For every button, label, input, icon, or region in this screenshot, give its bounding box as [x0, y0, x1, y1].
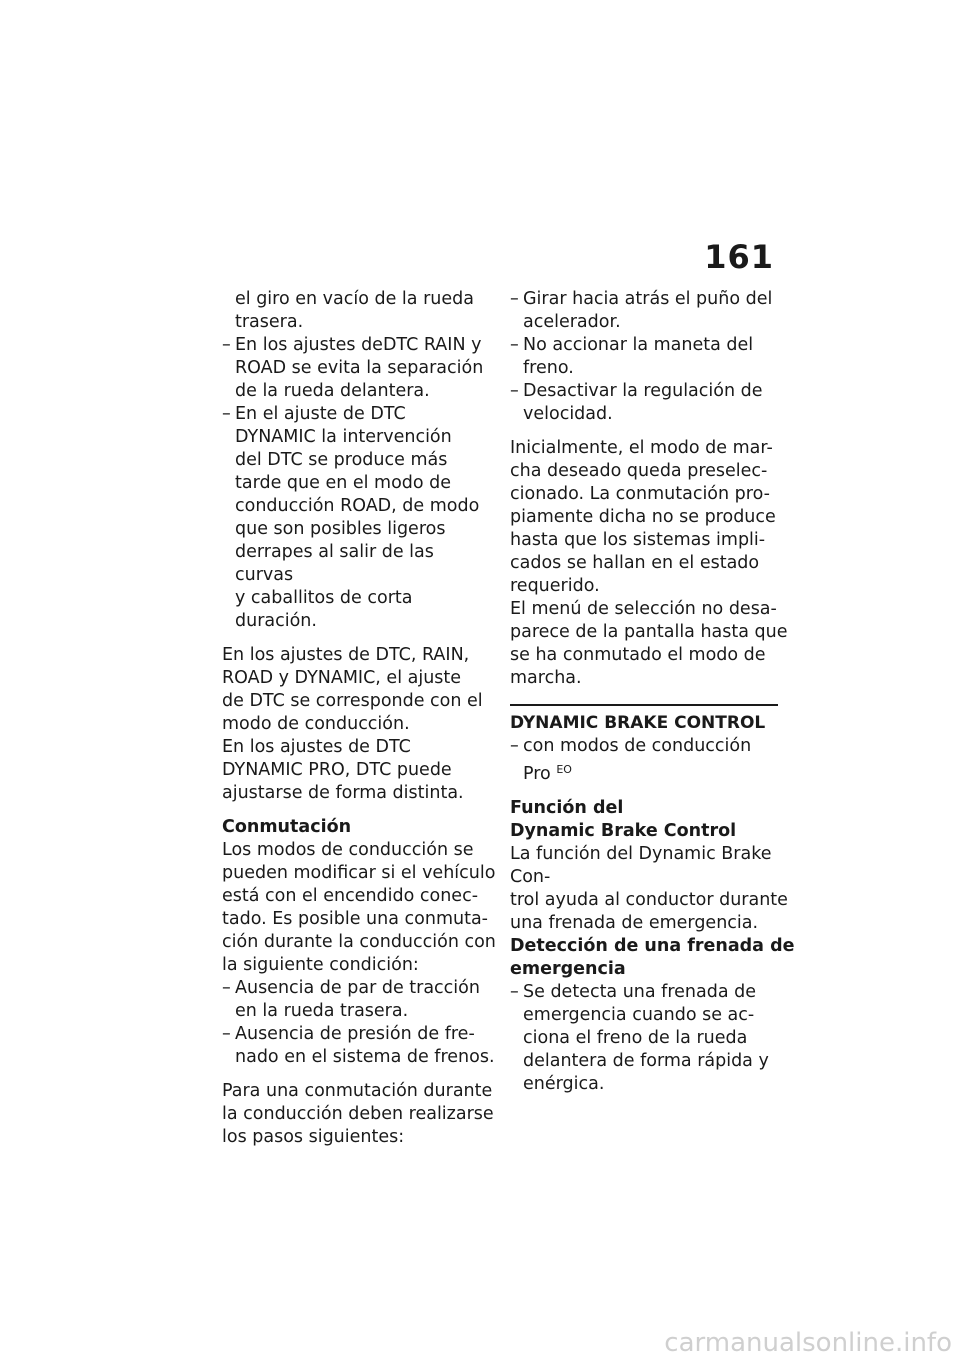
text-line: y caballitos de corta duración. [235, 588, 413, 631]
paragraph [222, 644, 497, 805]
list-item [510, 334, 810, 380]
text-line: está con el encendido conec- [222, 886, 479, 906]
text-line [523, 758, 810, 786]
text-line: del DTC se produce más [235, 450, 448, 470]
text-line: Desactivar la regulación de [523, 381, 763, 401]
text-line: pueden modificar si el vehículo [222, 863, 496, 883]
text-line: Girar hacia atrás el puño del [523, 289, 773, 309]
text-line: nado en el sistema de frenos. [235, 1047, 495, 1067]
text-line: ROAD y DYNAMIC, el ajuste [222, 668, 462, 688]
text-line: La función del Dynamic Brake Con- [510, 844, 772, 887]
dash-icon: – [222, 404, 231, 424]
left-column [222, 288, 497, 1149]
text-line: No accionar la maneta del [523, 335, 754, 355]
subheading: emergencia [510, 959, 626, 979]
text-line: en la rueda trasera. [235, 1001, 409, 1021]
text-line: En el ajuste de DTC [235, 404, 406, 424]
dash-icon: – [222, 1024, 231, 1044]
dash-icon: – [222, 978, 231, 998]
watermark-footer: carmanualsonline.info [664, 1328, 952, 1358]
text-line: que son posibles ligeros [235, 519, 446, 539]
text-line: acelerador. [523, 312, 621, 332]
text-line: trasera. [235, 312, 304, 332]
text-line: Para una conmutación durante [222, 1081, 493, 1101]
section-funcion [510, 797, 810, 981]
right-column [510, 288, 810, 1096]
text-line: de DTC se corresponde con el [222, 691, 483, 711]
dash-icon: – [510, 381, 519, 401]
text-line: tado. Es posible una conmuta- [222, 909, 488, 929]
list-item [222, 334, 497, 403]
text-line: ción durante la conducción con [222, 932, 496, 952]
text-line: la conducción deben realizarse [222, 1104, 494, 1124]
text-line: cionado. La conmutación pro- [510, 484, 770, 504]
text-line: ROAD se evita la separación [235, 358, 484, 378]
text-line: tarde que en el modo de [235, 473, 452, 493]
list-item [510, 288, 810, 334]
section-conmutacion [222, 816, 497, 977]
text-line: la siguiente condición: [222, 955, 419, 975]
text-line: trol ayuda al conductor durante [510, 890, 788, 910]
text-line: derrapes al salir de las curvas [235, 542, 434, 585]
subheading: Conmutación [222, 817, 352, 837]
text-line: delantera de forma rápida y [523, 1051, 769, 1071]
text-line: con modos de conducción [523, 736, 752, 756]
dash-icon: – [510, 335, 519, 355]
text-line: emergencia cuando se ac- [523, 1005, 755, 1025]
text-line: los pasos siguientes: [222, 1127, 405, 1147]
text-line: parece de la pantalla hasta que [510, 622, 788, 642]
text-line: ciona el freno de la rueda [523, 1028, 748, 1048]
dash-icon: – [510, 289, 519, 309]
text-line: Los modos de conducción se [222, 840, 474, 860]
text-line: En los ajustes deDTC RAIN y [235, 335, 482, 355]
text-line: de la rueda delantera. [235, 381, 430, 401]
paragraph [222, 1080, 497, 1149]
continued-text [222, 288, 497, 334]
text-line: cados se hallan en el estado [510, 553, 760, 573]
text-line: enérgica. [523, 1074, 605, 1094]
text-line: En los ajustes de DTC, RAIN, [222, 645, 470, 665]
text-line: En los ajustes de DTC [222, 737, 411, 757]
list-item [222, 1023, 497, 1069]
list-item [510, 735, 810, 786]
text-line: velocidad. [523, 404, 613, 424]
text-line: se ha conmutado el modo de [510, 645, 766, 665]
text-line: El menú de selección no desa- [510, 599, 777, 619]
text-line: cha deseado queda preselec- [510, 461, 768, 481]
text-line: Inicialmente, el modo de mar- [510, 438, 773, 458]
text-line: requerido. [510, 576, 600, 596]
text-line: DYNAMIC PRO, DTC puede [222, 760, 452, 780]
list-item [222, 403, 497, 633]
dash-icon: – [510, 982, 519, 1002]
dash-icon: – [222, 335, 231, 355]
text-line: Ausencia de par de tracción [235, 978, 480, 998]
section-title: DYNAMIC BRAKE CONTROL [510, 713, 766, 733]
subheading: Detección de una frenada de [510, 936, 795, 956]
subheading: Dynamic Brake Control [510, 821, 737, 841]
text-line: freno. [523, 358, 574, 378]
text-line: ajustarse de forma distinta. [222, 783, 464, 803]
dash-icon: – [510, 736, 519, 756]
section-divider [510, 704, 778, 706]
text-line: conducción ROAD, de modo [235, 496, 480, 516]
subheading: Función del [510, 798, 624, 818]
list-item [222, 977, 497, 1023]
page-number: 161 [704, 238, 774, 276]
text-line: el giro en vacío de la rueda [235, 289, 474, 309]
list-item [510, 380, 810, 426]
text-line: marcha. [510, 668, 582, 688]
text-line: Ausencia de presión de fre- [235, 1024, 475, 1044]
text-line: modo de conducción. [222, 714, 410, 734]
text-line: piamente dicha no se produce [510, 507, 776, 527]
option-code: EO [556, 763, 572, 776]
option-name: Pro [523, 764, 551, 784]
text-line: DYNAMIC la intervención [235, 427, 452, 447]
text-line: Se detecta una frenada de [523, 982, 757, 1002]
text-line: una frenada de emergencia. [510, 913, 759, 933]
list-item [510, 981, 810, 1096]
paragraph [510, 437, 810, 690]
text-line: hasta que los sistemas impli- [510, 530, 766, 550]
